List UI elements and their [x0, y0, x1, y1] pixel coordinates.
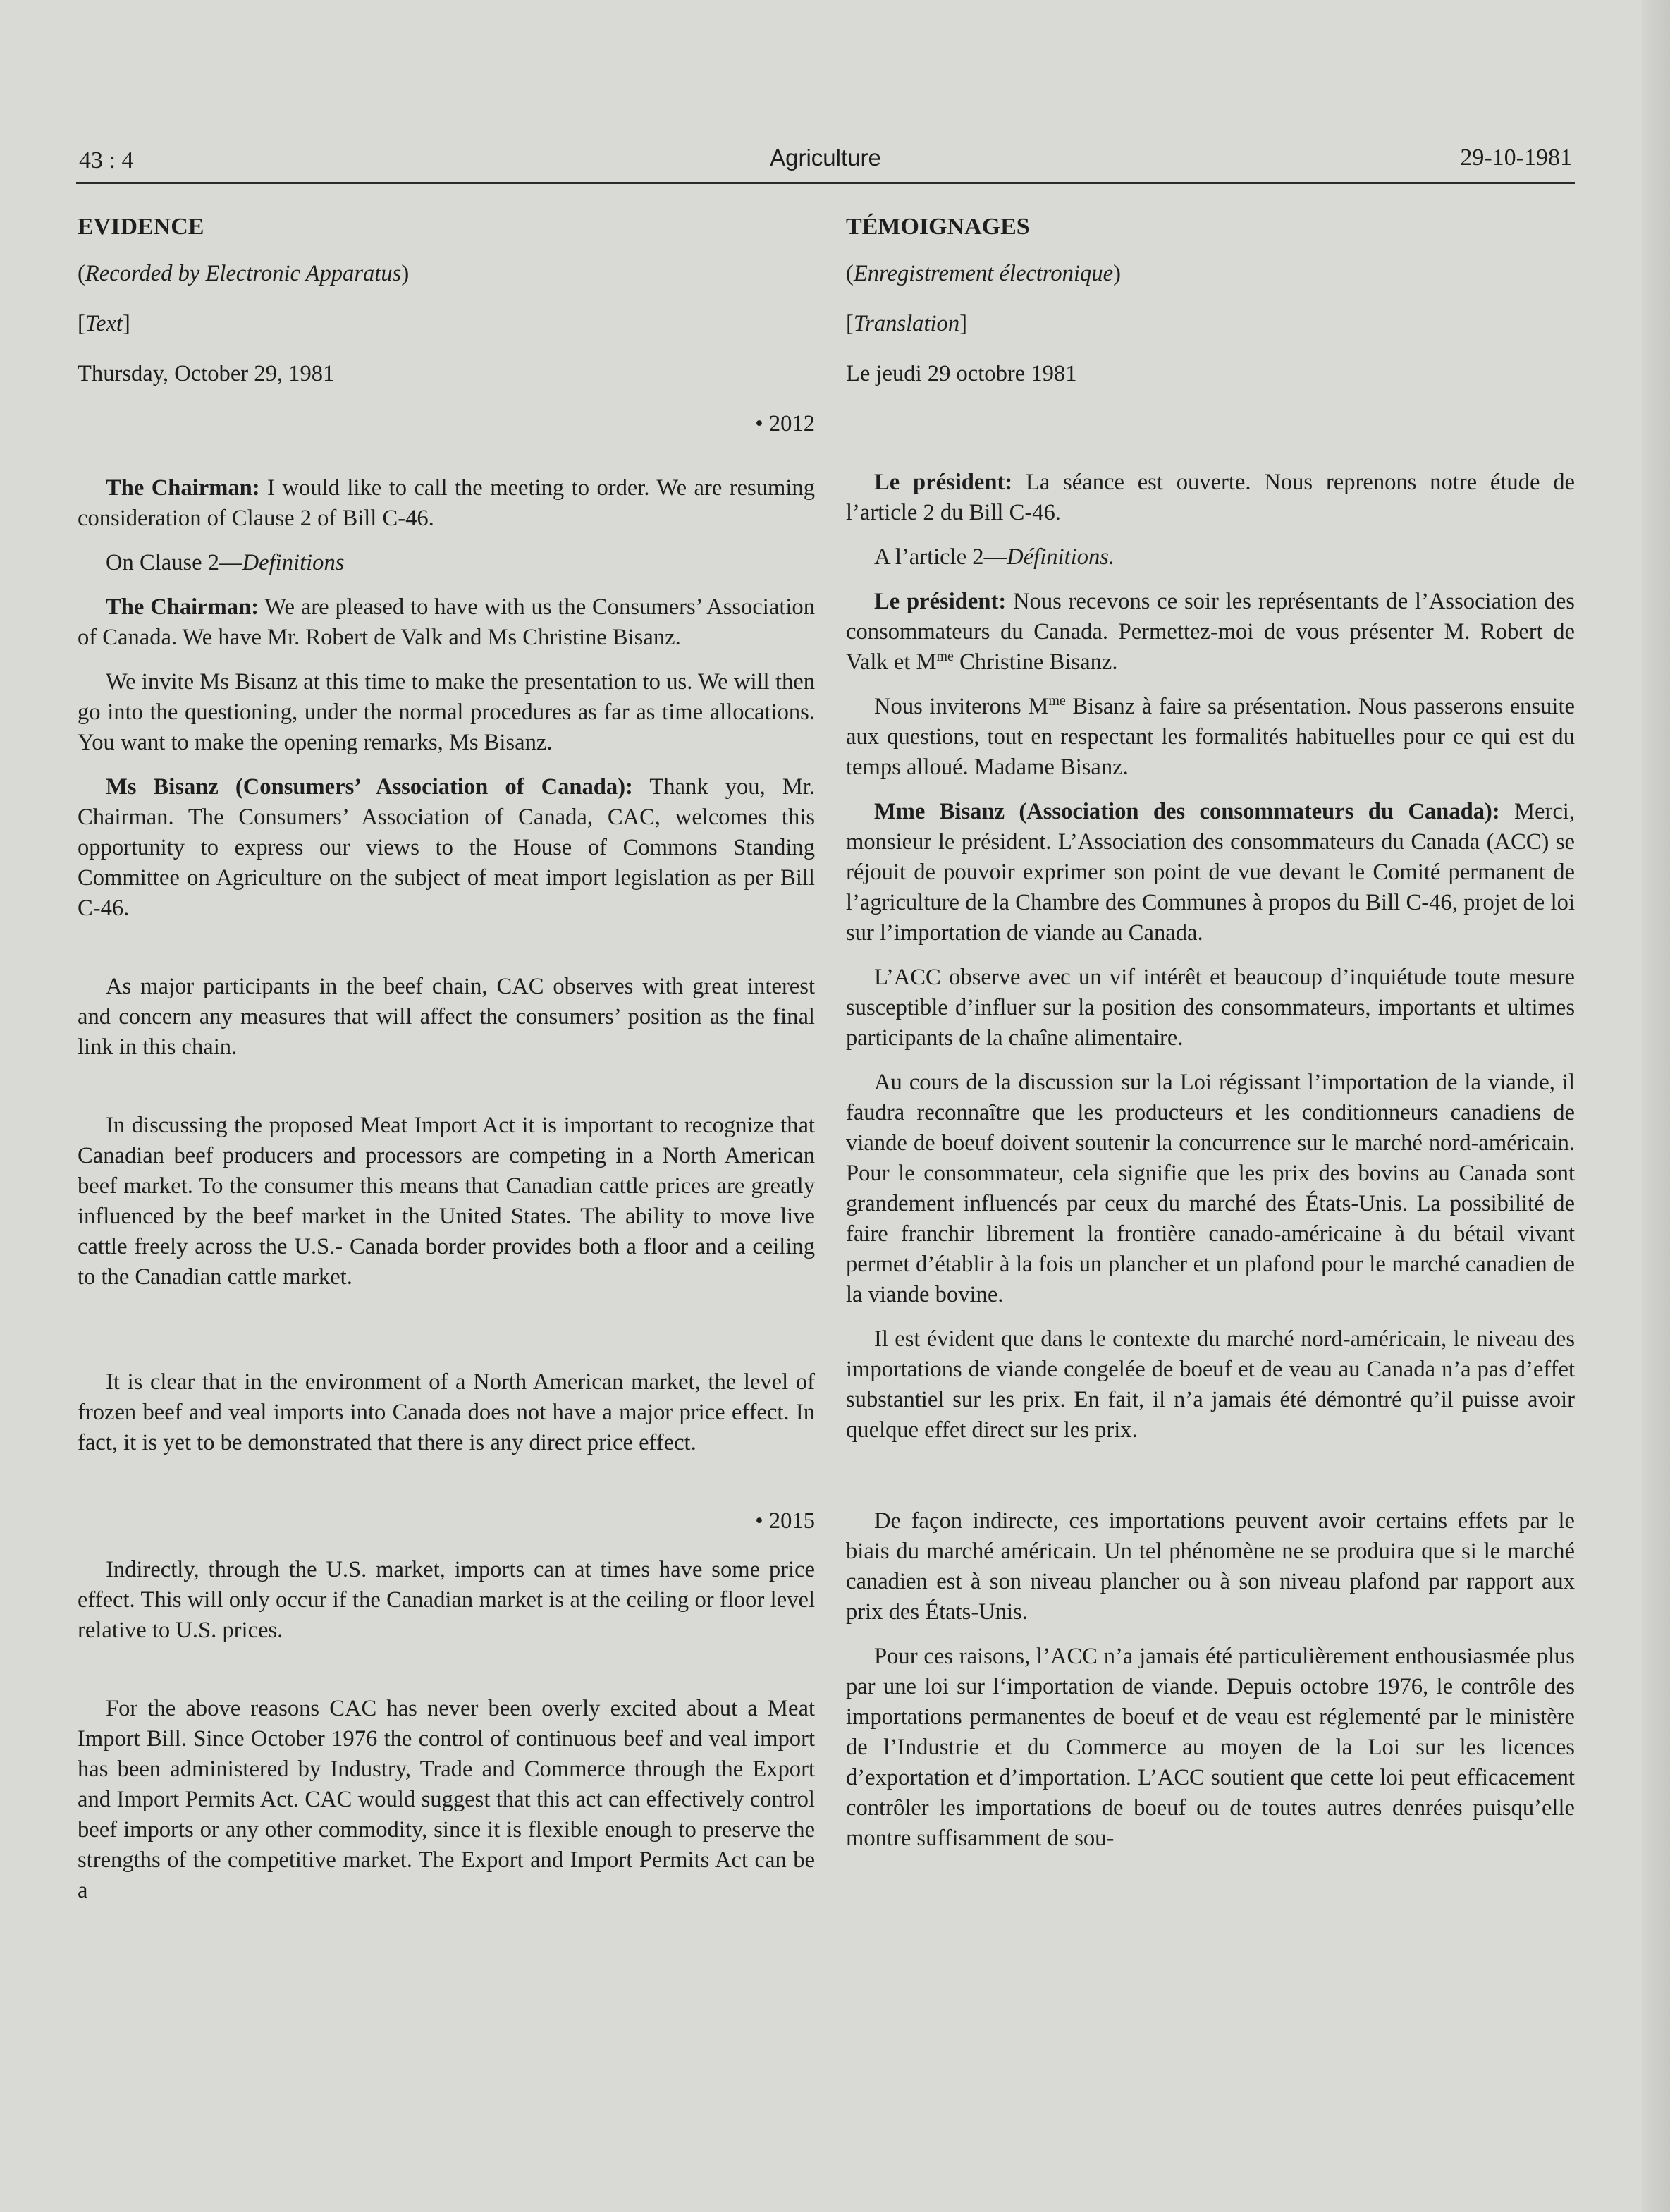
english-paragraph-4: We invite Ms Bisanz at this time to make the presentation to us. We will then go into the questioning, under the normal procedures as far as time allocations. You want to make the opening remarks, Ms Bisanz. — [78, 669, 815, 755]
french-paragraph-7: Au cours de la discussion sur la Loi régissant l’importation de la viande, il faudra reconnaître que les producteurs et les conditionneurs canadiens de viande de boeuf doivent soutenir la concurrence sur le marché nord-américain. Pour le consommateur, cela signifie que les prix des bovins au Canada sont grandement influencés par ceux du marché des États-Unis. La possibilité de faire franchir librement la frontière canado-américaine à du bétail vivant permet d’établir à la fois un plancher et un plafond pour le marché canadien de la viande bovine. — [846, 1070, 1575, 1307]
journal-title: Agriculture — [770, 145, 881, 171]
timestamp-2012: • 2012 — [755, 411, 815, 436]
speaker-label: The Chairman: — [106, 594, 259, 620]
paragraph-text: La séance est ouverte. Nous reprenons notre étude de l’article 2 du Bill C-46. — [846, 470, 1575, 525]
paragraph-text: Thank you, Mr. Chairman. The Consumers’ Association of Canada, CAC, welcomes this opportunity to express our views to the House of Commons Standing Committee on Agriculture on the subject of meat import legislation as per Bill C-46. — [78, 774, 815, 921]
french-column — [846, 212, 1575, 1868]
paragraph-text: Nous inviterons M — [874, 694, 1049, 719]
page-edge-shadow — [1642, 0, 1670, 2212]
clause-prefix: A l’article 2— — [874, 544, 1007, 570]
speaker-label: Mme Bisanz (Association des consommateurs du Canada): — [874, 799, 1500, 824]
english-paragraph-9: Indirectly, through the U.S. market, imports can at times have some price effect. This will only occur if the Canadian market is at the ceiling or floor level relative to U.S. prices. — [78, 1557, 815, 1643]
speaker-label: The Chairman: — [106, 475, 260, 501]
paragraph-text: I would like to call the meeting to order. We are resuming consideration of Clause 2 of Bill C-46. — [78, 475, 815, 531]
french-paragraph-4 — [846, 692, 1575, 783]
english-text-label-value: Text — [85, 311, 123, 336]
header-date: 29-10-1981 — [1460, 145, 1572, 171]
english-paragraph-5 — [78, 772, 815, 924]
french-heading: TÉMOIGNAGES — [846, 214, 1030, 240]
superscript: me — [936, 649, 954, 665]
french-recorded-text: Enregistrement électronique — [853, 261, 1114, 286]
english-column — [78, 212, 815, 1920]
english-paragraph-7: In discussing the proposed Meat Import Act it is important to recognize that Canadian beef producers and processors are competing in a North American beef market. To the consumer this means that Canadian cattle prices are greatly influenced by the beef market in the United States. The ability to move live cattle freely across the U.S.- Canada border provides both a floor and a ceiling to the Canadian cattle market. — [78, 1113, 815, 1290]
clause-title: Définitions. — [1007, 544, 1115, 570]
english-heading: EVIDENCE — [78, 214, 204, 240]
french-text-label: [Translation] — [846, 311, 967, 336]
french-paragraph-10: Pour ces raisons, l’ACC n’a jamais été particulièrement enthousiasmée plus par une loi sur l‘importation de viande. Depuis octobre 1976, le contrôle des importations permanentes de boeuf et de veau est réglementé par le ministère de l’Industrie et du Commerce au moyen de la Loi sur les licences d’exportation et d’importation. L’ACC soutient que cette loi peut efficacement contrôler les importations de boeuf ou de toutes autres denrées puisqu’elle montre suffisamment de sou- — [846, 1644, 1575, 1851]
english-paragraph-10: For the above reasons CAC has never been overly excited about a Meat Import Bill. Since October 1976 the control of continuous beef and veal import has been administered by Industry, Trade and Commerce through the Export and Import Permits Act. CAC would suggest that this act can effectively control beef imports or any other commodity, since it is flexible enough to preserve the strengths of the competitive market. The Export and Import Permits Act can be a — [78, 1696, 815, 1903]
paragraph-text: Nous recevons ce soir les représentants de l’Association des consommateurs du Canada. Permettez-moi de vous présenter M. Robert de Valk et M — [846, 589, 1575, 675]
english-paragraph-1 — [78, 473, 815, 534]
speaker-label: Le président: — [874, 589, 1007, 614]
french-paragraph-3 — [846, 587, 1575, 678]
speaker-label: Le président: — [874, 470, 1013, 495]
french-paragraph-9: De façon indirecte, ces importations peuvent avoir certains effets par le biais du marché américain. Un tel phénomène ne se produira que si le marché canadien est à son niveau plancher ou à son niveau plafond par rapport aux prix des États-Unis. — [846, 1508, 1575, 1625]
french-recorded-note: (Enregistrement électronique) — [846, 261, 1121, 286]
french-paragraph-6: L’ACC observe avec un vif intérêt et beaucoup d’inquiétude toute mesure susceptible d’influer sur la position des consommateurs, importants et ultimes participants de la chaîne alimentaire. — [846, 965, 1575, 1051]
running-header — [76, 141, 1575, 184]
paragraph-text: Merci, monsieur le président. L’Association des consommateurs du Canada (ACC) se réjouit de pouvoir exprimer son point de vue devant le Comité permanent de l’agriculture de la Chambre des Communes à propos du Bill C-46, projet de loi sur l’importation de viande au Canada. — [846, 799, 1575, 946]
timestamp-2015: • 2015 — [755, 1508, 815, 1534]
english-paragraph-8: It is clear that in the environment of a North American market, the level of frozen beef and veal imports into Canada does not have a major price effect. In fact, it is yet to be demonstrated that there is any direct price effect. — [78, 1369, 815, 1455]
english-recorded-text: Recorded by Electronic Apparatus — [85, 261, 402, 286]
english-paragraph-2 — [78, 548, 815, 578]
paragraph-text: Christine Bisanz. — [953, 649, 1118, 675]
english-recorded-note: (Recorded by Electronic Apparatus) — [78, 261, 410, 286]
speaker-label: Ms Bisanz (Consumers’ Association of Canada): — [106, 774, 633, 800]
english-text-label: [Text] — [78, 311, 130, 336]
french-paragraph-2 — [846, 542, 1575, 573]
page-reference: 43 : 4 — [79, 147, 134, 173]
french-paragraph-8: Il est évident que dans le contexte du marché nord-américain, le niveau des importations de viande congelée de boeuf et de veau au Canada n’a pas d’effet substantiel sur les prix. En fait, il n’a jamais été démontré qu’il puisse avoir quelque effet direct sur les prix. — [846, 1326, 1575, 1443]
french-paragraph-5 — [846, 797, 1575, 948]
clause-prefix: On Clause 2— — [106, 550, 242, 575]
paragraph-text: We are pleased to have with us the Consumers’ Association of Canada. We have Mr. Robert de Valk and Ms Christine Bisanz. — [78, 594, 815, 650]
english-paragraph-6: As major participants in the beef chain, CAC observes with great interest and concern any measures that will affect the consumers’ position as the final link in this chain. — [78, 974, 815, 1060]
english-date-line: Thursday, October 29, 1981 — [78, 361, 335, 386]
paragraph-text: Bisanz à faire sa présentation. Nous passerons ensuite aux questions, tout en respectant les formalités habituelles pour ce qui est du temps alloué. Madame Bisanz. — [846, 694, 1575, 780]
french-paragraph-1 — [846, 468, 1575, 528]
french-text-label-value: Translation — [853, 311, 960, 336]
french-date-line: Le jeudi 29 octobre 1981 — [846, 361, 1077, 386]
clause-title: Definitions — [242, 550, 345, 575]
superscript: me — [1048, 693, 1066, 709]
english-paragraph-3 — [78, 592, 815, 653]
